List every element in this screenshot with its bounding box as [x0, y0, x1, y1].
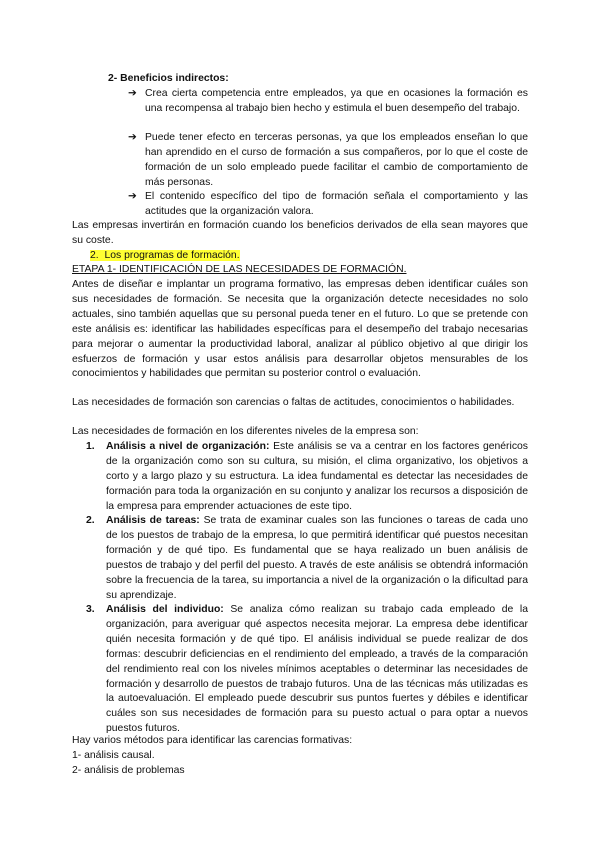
list-item-text: Este análisis se va a centrar en los factores genéricos de la organización como son su cultura, su misión, el clima organizativo, los objetivos a corto y a largo plazo y su estructura. La idea fundamental es detectar las necesidades de formación para toda la organización en su conjunto y analizar los recursos a disposición de la empresa para emprender actuaciones de este tipo. [106, 441, 528, 512]
sub-heading-beneficios-indirectos: 2- Beneficios indirectos: [108, 73, 229, 84]
list-number: 3. [86, 604, 95, 615]
paragraph-metodos: Hay varios métodos para identificar las carencias formativas: [72, 735, 353, 746]
etapa-heading: ETAPA 1- IDENTIFICACIÓN DE LAS NECESIDADES DE FORMACIÓN. [72, 264, 407, 275]
list-number: 1. [86, 441, 95, 452]
paragraph-antes: Antes de diseñar e implantar un programa formativo, las empresas deben identificar cuáles son sus necesidades de formación. Se necesita que la organización detecte necesidades no solo actuales, sino también aquellas que su personal pueda tener en el futuro. Lo que se pretende con este análisis es: identificar las habilidades específicas para el desempeño del trabajo necesarias para mejorar o aumentar la productividad laboral, analizar al público objetivo al que dirigir los esfuerzos de formación y usar estos análisis para desarrollar objetos mensurables de los conocimientos y habilidades que permitan su posterior control o evaluación. [72, 279, 528, 380]
list-item [106, 440, 528, 515]
list-item-title: Análisis a nivel de organización: [106, 441, 270, 452]
list-item [106, 603, 528, 737]
list-item-text: Se trata de examinar cuales son las funciones o tareas de cada uno de los puestos de trabajo de la empresa, lo que permitirá identificar qué puestos necesitan formación y de qué tipo. Es fundamental que se haya realizado un buen análisis de puestos de trabajo y del perfil del puesto. A través de este análisis se obtendrá información sobre la frecuencia de la tarea, su importancia a nivel de la organización o la dificultad para su aprendizaje. [106, 515, 528, 601]
list-item [106, 514, 528, 603]
bullet-text: Crea cierta competencia entre empleados, ya que en ocasiones la formación es una recompensa al trabajo bien hecho y estimula el buen desempeño del trabajo. [145, 88, 528, 114]
section-title: Los programas de formación. [104, 250, 240, 261]
bullet-text: Puede tener efecto en terceras personas, ya que los empleados enseñan lo que han aprendido en el curso de formación a sus compañeros, por lo que el coste de formación de un solo empleado puede facilitar el cambio de comportamiento de más personas. [145, 132, 528, 188]
section-number: 2. [90, 250, 99, 261]
list-number: 2. [86, 515, 95, 526]
arrow-icon: ➔ [128, 88, 137, 99]
arrow-icon: ➔ [128, 191, 137, 202]
method-item: 2- análisis de problemas [72, 765, 185, 776]
list-item-text: Se analiza cómo realizan su trabajo cada empleado de la organización, para averiguar qué aspectos necesita mejorar. La empresa debe identificar quién necesita formación y de qué tipo. El análisis individual se puede realizar de dos formas: descubrir deficiencias en el rendimiento del empleado, a través de la comparación del rendimiento real con los niveles mínimos aceptables o determinar las necesidades de formación y desarrollo de puestos de trabajo futuros. Una de las técnicas más utilizadas es la autoevaluación. El empleado puede descubrir sus puntos fuertes y débiles e identificar cuáles son sus necesidades de formación para su puesto actual o para optar a nuevos puestos futuros. [106, 604, 528, 735]
method-item: 1- análisis causal. [72, 750, 155, 761]
list-item-title: Análisis de tareas: [106, 515, 200, 526]
bullet-text: El contenido específico del tipo de formación señala el comportamiento y las actitudes que la organización valora. [145, 191, 528, 217]
paragraph-invertiran: Las empresas invertirán en formación cuando los beneficios derivados de ella sean mayores que su coste. [72, 220, 528, 246]
arrow-icon: ➔ [128, 132, 137, 143]
section-heading-programas [90, 249, 240, 264]
paragraph-carencias: Las necesidades de formación son carencias o faltas de actitudes, conocimientos o habilidades. [72, 397, 515, 408]
list-item-title: Análisis del individuo: [106, 604, 224, 615]
paragraph-niveles: Las necesidades de formación en los diferentes niveles de la empresa son: [72, 426, 419, 437]
